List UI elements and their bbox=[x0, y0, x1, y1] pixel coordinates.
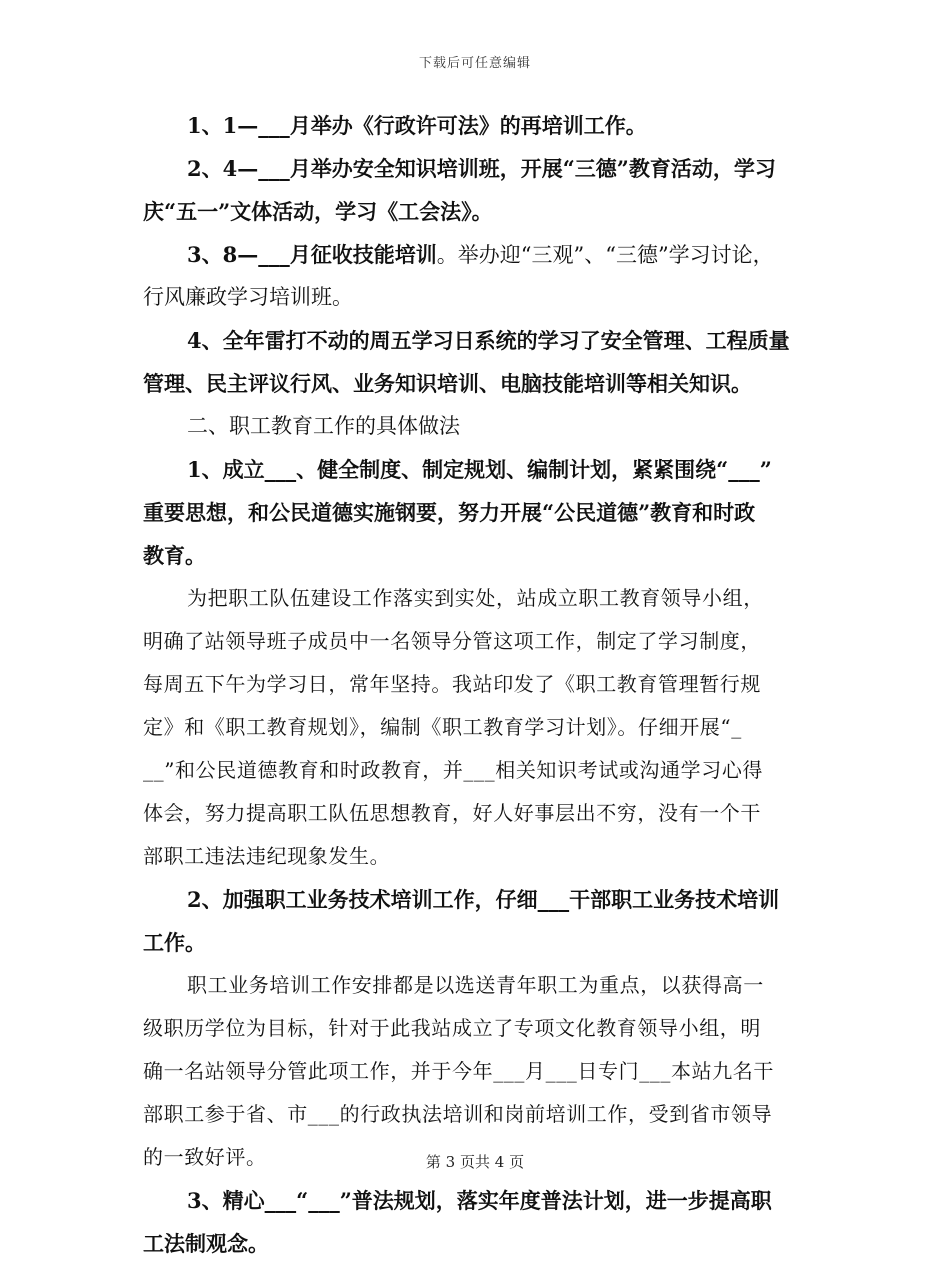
paragraph-line: 每周五下午为学习日，常年坚持。我站印发了《职工教育管理暂行规 bbox=[143, 672, 761, 696]
paragraph-line: 工法制观念。 bbox=[143, 1231, 269, 1256]
paragraph-line: 明确了站领导班子成员中一名领导分管这项工作，制定了学习制度， bbox=[143, 629, 761, 653]
paragraph-line: 庆“五一”文体活动，学习《工会法》。 bbox=[143, 199, 493, 224]
paragraph-line: 2、4—___月举办安全知识培训班，开展“三德”教育活动，学习 bbox=[187, 156, 776, 181]
paragraph-line: 工作。 bbox=[143, 930, 206, 955]
paragraph-line: 1、1—___月举办《行政许可法》的再培训工作。 bbox=[187, 113, 647, 138]
paragraph-line bbox=[143, 233, 811, 276]
paragraph-line: 教育。 bbox=[143, 543, 206, 568]
paragraph-line: 部职工违法违纪现象发生。 bbox=[143, 844, 391, 868]
paragraph-line: 4、全年雷打不动的周五学习日系统的学习了安全管理、工程质量 bbox=[187, 328, 790, 353]
section-heading: 二、职工教育工作的具体做法 bbox=[187, 414, 460, 438]
paragraph-line: 3、精心___“___”普法规划，落实年度普法计划，进一步提高职 bbox=[187, 1188, 772, 1213]
paragraph-line: 管理、民主评议行风、业务知识培训、电脑技能培训等相关知识。 bbox=[143, 371, 752, 396]
paragraph-line: 体会，努力提高职工队伍思想教育，好人好事层出不穷，没有一个干 bbox=[143, 801, 761, 825]
paragraph-line: 2、加强职工业务技术培训工作，仔细___干部职工业务技术培训 bbox=[187, 887, 780, 912]
paragraph-line: 行风廉政学习培训班。 bbox=[143, 285, 353, 309]
paragraph-line: 1、成立___、健全制度、制定规划、编制计划，紧紧围绕“___” bbox=[187, 457, 772, 482]
paragraph-line: 确一名站领导分管此项工作，并于今年___月___日专门___本站九名干 bbox=[143, 1059, 774, 1083]
paragraph-line: 级职历学位为目标，针对于此我站成立了专项文化教育领导小组，明 bbox=[143, 1016, 761, 1040]
paragraph-line: 重要思想，和公民道德实施钢要，努力开展“公民道德”教育和时政 bbox=[143, 500, 756, 525]
paragraph-line: 定》和《职工教育规划》，编制《职工教育学习计划》。仔细开展“_ bbox=[143, 715, 742, 739]
paragraph-line: 为把职工队伍建设工作落实到实处，站成立职工教育领导小组， bbox=[187, 586, 764, 610]
paragraph-line: 部职工参于省、市___的行政执法培训和岗前培训工作，受到省市领导 bbox=[143, 1102, 773, 1126]
document-body bbox=[143, 104, 811, 1265]
paragraph-line-normal-part: 。举办迎“三观”、“三德”学习讨论， bbox=[436, 243, 774, 267]
page-footer: 第 3 页共 4 页 bbox=[425, 1153, 525, 1171]
paragraph-line: 职工业务培训工作安排都是以选送青年职工为重点，以获得高一 bbox=[187, 973, 764, 997]
page-header: 下载后可任意编辑 bbox=[418, 56, 531, 71]
paragraph-line: 的一致好评。 bbox=[143, 1145, 267, 1169]
paragraph-line: __”和公民道德教育和时政教育，并___相关知识考试或沟通学习心得 bbox=[143, 758, 764, 782]
paragraph-line-bold-part: 3、8—___月征收技能培训 bbox=[187, 242, 437, 267]
